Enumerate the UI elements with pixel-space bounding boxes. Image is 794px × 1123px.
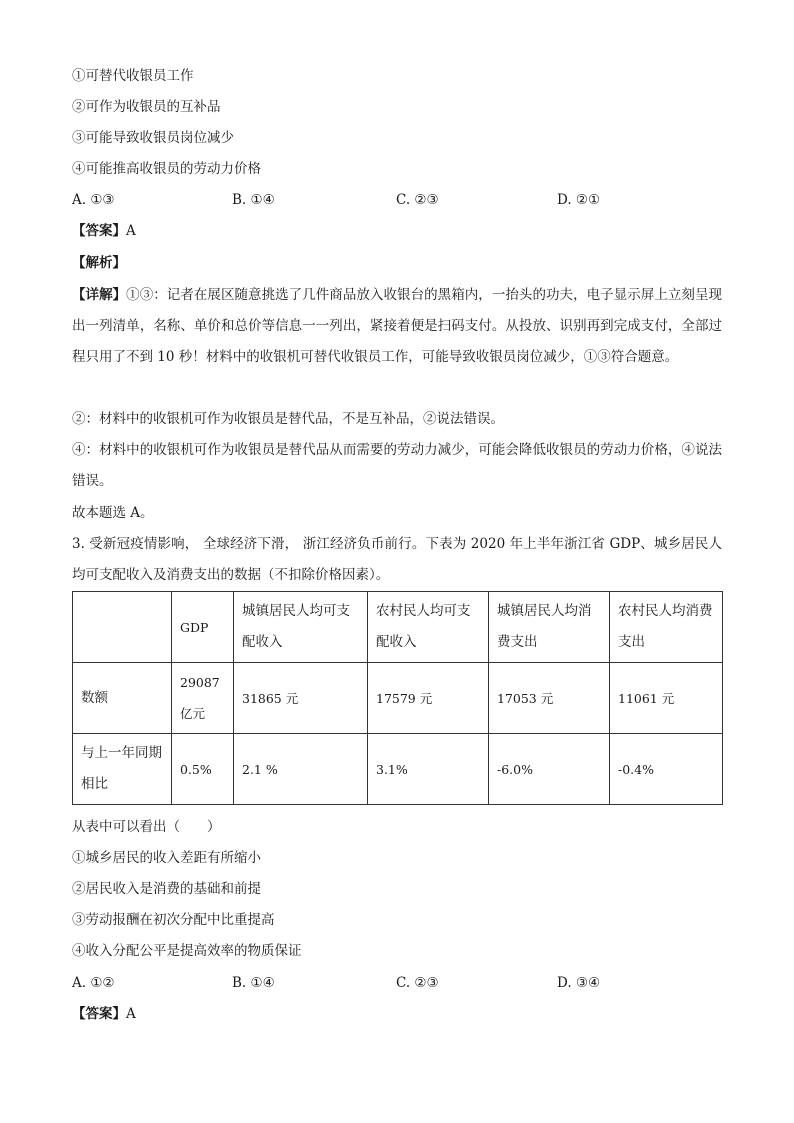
q2-answer-line — [72, 221, 136, 241]
q3-option-c: C. ②③ — [396, 975, 439, 991]
detail-tag: 【详解】 — [72, 287, 127, 303]
table-cell: -6.0% — [489, 734, 610, 805]
table-cell: 3.1% — [368, 734, 489, 805]
q2-statement-4: ④可能推高收银员的劳动力价格 — [72, 161, 261, 177]
table-cell: 2.1 % — [234, 734, 368, 805]
q2-option-a: A. ①③ — [72, 192, 115, 208]
q3-intro: 3. 受新冠疫情影响， 全球经济下滑， 浙江经济负币前行。下表为 2020 年上半年浙江省 GDP、城乡居民人均可支配收入及消费支出的数据（不扣除价格因素）。 — [72, 536, 722, 583]
answer-value: A — [126, 1006, 136, 1022]
table-header-cell — [73, 592, 172, 663]
q2-statement-2: ②可作为收银员的互补品 — [72, 99, 221, 115]
table-header-cell: 城镇居民人均可支配收入 — [234, 592, 368, 663]
q2-statement-1: ①可替代收银员工作 — [72, 68, 194, 84]
answer-tag: 【答案】 — [72, 223, 126, 239]
analysis-tag: 【解析】 — [72, 255, 126, 271]
table-header-cell: 农村民人均消费支出 — [610, 592, 723, 663]
table-cell: 17579 元 — [368, 663, 489, 734]
table-cell: 0.5% — [172, 734, 234, 805]
data-table — [72, 591, 723, 805]
table-header-cell: 农村民人均可支配收入 — [368, 592, 489, 663]
q3-statement-2: ②居民收入是消费的基础和前提 — [72, 881, 261, 897]
detail-text: ①③：记者在展区随意挑选了几件商品放入收银台的黑箱内，一抬头的功夫，电子显示屏上立刻呈现出一列清单，名称、单价和总价等信息一一列出，紧接着便是扫码支付。从投放、识别再到完成支付，全部过程只用了不到 10 秒！材料中的收银机可替代收银员工作，可能导致收银员岗位减少，①③符合题意。 — [72, 287, 723, 365]
detail-paragraph — [72, 280, 722, 373]
conclusion: 故本题选 A。 — [72, 505, 154, 521]
answer-value: A — [126, 223, 136, 239]
table-cell: 17053 元 — [489, 663, 610, 734]
table-header-cell: GDP — [172, 592, 234, 663]
table-cell: 与上一年同期相比 — [73, 734, 172, 805]
table-cell: 31865 元 — [234, 663, 368, 734]
q2-option-d: D. ②① — [557, 192, 601, 208]
table-row — [73, 663, 723, 734]
table-header-row — [73, 592, 723, 663]
q2-option-c: C. ②③ — [396, 192, 439, 208]
q2-statement-3: ③可能导致收银员岗位减少 — [72, 130, 234, 146]
table-cell: 29087 亿元 — [172, 663, 234, 734]
q3-option-a: A. ①② — [72, 975, 115, 991]
q3-statement-1: ①城乡居民的收入差距有所缩小 — [72, 850, 261, 866]
table-cell: 数额 — [73, 663, 172, 734]
q3-stem: 从表中可以看出（ ） — [72, 819, 221, 835]
table-cell: 11061 元 — [610, 663, 723, 734]
answer-tag: 【答案】 — [72, 1006, 126, 1022]
q2-option-b: B. ①④ — [232, 192, 275, 208]
detail-line-2: ②：材料中的收银机可作为收银员是替代品，不是互补品，②说法错误。 — [72, 411, 504, 427]
table-row — [73, 734, 723, 805]
q3-answer-line — [72, 1004, 136, 1024]
table-header-cell: 城镇居民人均消费支出 — [489, 592, 610, 663]
q3-option-b: B. ①④ — [232, 975, 275, 991]
q3-option-d: D. ③④ — [557, 975, 601, 991]
q3-statement-3: ③劳动报酬在初次分配中比重提高 — [72, 912, 275, 928]
q3-statement-4: ④收入分配公平是提高效率的物质保证 — [72, 943, 302, 959]
table-cell: -0.4% — [610, 734, 723, 805]
detail-line-4: ④：材料中的收银机可作为收银员是替代品从而需要的劳动力减少，可能会降低收银员的劳动力价格，④说法错误。 — [72, 442, 722, 489]
